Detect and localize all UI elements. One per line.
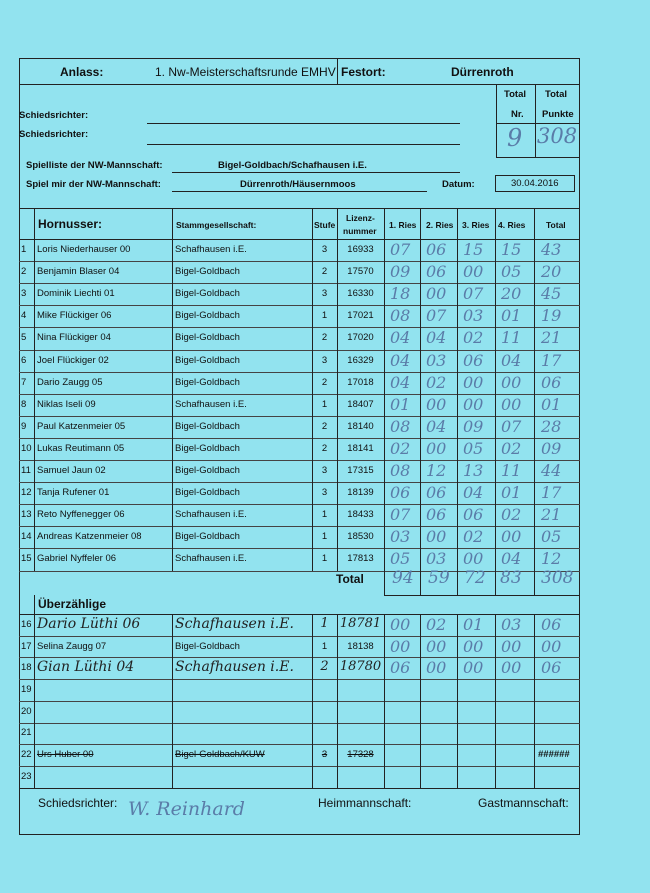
cell-ries-1: 05 xyxy=(390,549,411,569)
cell-ries-4: 00 xyxy=(501,636,522,656)
cell-lizenz: 18141 xyxy=(347,442,374,454)
cell-ries-3: 03 xyxy=(463,306,484,326)
cell-ries-2: 03 xyxy=(426,549,447,569)
cell-stamm: Schafhausen i.E. xyxy=(175,553,247,565)
cell-lizenz: 17570 xyxy=(347,266,374,278)
total-ries1: 94 xyxy=(392,568,414,588)
row-number: 11 xyxy=(21,465,31,477)
cell-ries-1: 08 xyxy=(390,461,411,481)
cell-ries-1: 04 xyxy=(390,372,411,392)
cell-ries-3: 00 xyxy=(463,372,484,392)
cell-total: 28 xyxy=(541,416,562,436)
cell-ries-2: 00 xyxy=(426,438,447,458)
cell-name: Lukas Reutimann 05 xyxy=(37,442,125,454)
cell-ries-4: 00 xyxy=(501,394,522,414)
cell-total: 01 xyxy=(541,394,562,414)
cell-stufe: 2 xyxy=(321,442,328,454)
cell-stamm: Bigel-Goldbach/KUW xyxy=(175,749,265,761)
cell-ries-1: 18 xyxy=(390,284,411,304)
cell-total: 43 xyxy=(541,240,562,260)
cell-lizenz: 18781 xyxy=(339,615,382,631)
cell-stamm: Bigel-Goldbach xyxy=(175,354,240,366)
cell-ries-4: 20 xyxy=(501,284,522,304)
cell-ries-4: 11 xyxy=(501,461,522,481)
cell-ries-3: 01 xyxy=(463,614,484,634)
row-number: 19 xyxy=(21,683,32,695)
cell-total: 06 xyxy=(541,658,562,678)
cell-ries-3: 04 xyxy=(463,483,484,503)
cell-ries-3: 09 xyxy=(463,416,484,436)
row-number: 5 xyxy=(21,332,27,344)
cell-stamm: Bigel-Goldbach xyxy=(175,442,240,454)
cell-total: 09 xyxy=(541,438,562,458)
col-sep xyxy=(457,208,458,571)
cell-name: Dominik Liechti 01 xyxy=(37,288,115,300)
cell-ries-3: 15 xyxy=(463,240,484,260)
schiedsrichter-line-2 xyxy=(147,144,460,145)
cell-stufe: 3 xyxy=(321,749,328,761)
cell-stufe: 2 xyxy=(320,659,329,675)
totals-bottom xyxy=(496,157,580,158)
row-number: 13 xyxy=(21,509,32,521)
cell-ries-2: 02 xyxy=(426,614,447,634)
col-header-ries2: 2. Ries xyxy=(426,220,454,230)
cell-total: 21 xyxy=(541,328,562,348)
cell-stufe: 3 xyxy=(321,465,328,477)
cell-ries-4: 11 xyxy=(501,328,522,348)
spielliste-line xyxy=(172,172,460,173)
row-number: 1 xyxy=(21,244,27,256)
cell-stufe: 1 xyxy=(320,615,329,631)
cell-lizenz: 16933 xyxy=(347,244,374,256)
row-number: 6 xyxy=(21,354,27,366)
total-ries3: 72 xyxy=(464,568,486,588)
row-number: 4 xyxy=(21,310,27,322)
cell-ries-4: 04 xyxy=(501,549,522,569)
festort-label: Festort: xyxy=(341,65,386,79)
cell-ries-2: 00 xyxy=(426,636,447,656)
cell-ries-4: 02 xyxy=(501,438,522,458)
cell-stamm: Schafhausen i.E. xyxy=(175,509,247,521)
extra-col-sep xyxy=(534,614,535,788)
cell-stamm: Schafhausen i.E. xyxy=(175,615,294,632)
cell-ries-3: 06 xyxy=(463,505,484,525)
cell-ries-4: 01 xyxy=(501,483,522,503)
extra-title: Überzählige xyxy=(38,597,107,611)
row-number: 23 xyxy=(21,770,32,782)
cell-name: Selina Zaugg 07 xyxy=(37,640,107,652)
col-header-ries1: 1. Ries xyxy=(389,220,417,230)
cell-name: Joel Flückiger 02 xyxy=(37,354,109,366)
schiedsrichter-label-1: Schiedsrichter: xyxy=(19,110,89,121)
row-number: 20 xyxy=(21,705,32,717)
cell-ries-3: 07 xyxy=(463,284,484,304)
cell-stamm: Bigel-Goldbach xyxy=(175,310,240,322)
cell-ries-4: 03 xyxy=(501,614,522,634)
cell-ries-2: 00 xyxy=(426,527,447,547)
cell-ries-1: 00 xyxy=(390,636,411,656)
cell-ries-2: 07 xyxy=(426,306,447,326)
row-number: 16 xyxy=(21,618,32,630)
cell-ries-3: 02 xyxy=(463,527,484,547)
col-sep xyxy=(384,208,385,571)
extra-bottom-line xyxy=(19,788,580,789)
cell-lizenz: 18433 xyxy=(347,509,374,521)
cell-lizenz: 18138 xyxy=(347,640,374,652)
cell-lizenz: 17018 xyxy=(347,376,374,388)
cell-ries-2: 02 xyxy=(426,372,447,392)
cell-stufe: 2 xyxy=(321,420,328,432)
cell-lizenz: 18139 xyxy=(347,487,374,499)
col-header-ries3: 3. Ries xyxy=(462,220,490,230)
row-number: 7 xyxy=(21,376,27,388)
cell-ries-4: 05 xyxy=(501,262,522,282)
cell-name: Andreas Katzenmeier 08 xyxy=(37,531,142,543)
festort-value: Dürrenroth xyxy=(451,65,514,79)
col-header-stamm: Stammgesellschaft: xyxy=(176,220,257,230)
col-sep xyxy=(420,208,421,571)
col-header-ries4: 4. Ries xyxy=(498,220,526,230)
cell-ries-3: 02 xyxy=(463,328,484,348)
cell-ries-1: 06 xyxy=(390,483,411,503)
total-ries2: 59 xyxy=(428,568,450,588)
totals-row-label: Total xyxy=(336,572,364,586)
row-number: 22 xyxy=(21,749,32,761)
cell-ries-2: 06 xyxy=(426,240,447,260)
cell-ries-4: 00 xyxy=(501,658,522,678)
cell-ries-3: 00 xyxy=(463,658,484,678)
extra-col-sep xyxy=(172,614,173,788)
cell-ries-1: 07 xyxy=(390,505,411,525)
cell-ries-1: 06 xyxy=(390,658,411,678)
cell-ries-2: 04 xyxy=(426,328,447,348)
cell-ries-1: 07 xyxy=(390,240,411,260)
cell-ries-4: 15 xyxy=(501,240,522,260)
cell-total: 45 xyxy=(541,284,562,304)
nr-col-sep xyxy=(34,595,35,614)
cell-ries-3: 00 xyxy=(463,262,484,282)
cell-lizenz: 17315 xyxy=(347,465,374,477)
spiel-mir-value: Dürrenroth/Häusernmoos xyxy=(240,179,356,190)
cell-total: 06 xyxy=(541,614,562,634)
footer-gast-label: Gastmannschaft: xyxy=(478,796,569,810)
row-number: 17 xyxy=(21,640,32,652)
spielliste-label: Spielliste der NW-Mannschaft: xyxy=(26,160,163,171)
extra-col-sep xyxy=(457,614,458,788)
cell-name: Loris Niederhauser 00 xyxy=(37,244,131,256)
cell-stamm: Bigel-Goldbach xyxy=(175,288,240,300)
spiel-mir-label: Spiel mir der NW-Mannschaft: xyxy=(26,179,161,190)
schiedsrichter-label-2: Schiedsrichter: xyxy=(19,129,89,140)
cell-lizenz: 17021 xyxy=(347,310,374,322)
cell-ries-3: 00 xyxy=(463,394,484,414)
cell-stufe: 1 xyxy=(321,310,328,322)
header-vsep xyxy=(337,58,338,84)
cell-ries-1: 01 xyxy=(390,394,411,414)
col-header-total: Total xyxy=(546,220,566,230)
row-number: 14 xyxy=(21,531,32,543)
cell-total: 00 xyxy=(541,636,562,656)
cell-ries-4: 04 xyxy=(501,350,522,370)
col-header-lizenz-2: nummer xyxy=(343,226,377,236)
total-nr-top: Total xyxy=(504,89,526,100)
totals-col-sep xyxy=(457,571,458,595)
col-header-stufe: Stufe xyxy=(314,220,336,230)
total-punkte-top: Total xyxy=(545,89,567,100)
cell-stamm: Schafhausen i.E. xyxy=(175,244,247,256)
col-sep xyxy=(172,208,173,571)
cell-ries-2: 04 xyxy=(426,416,447,436)
cell-ries-2: 00 xyxy=(426,394,447,414)
total-punkte-bottom: Punkte xyxy=(542,109,574,120)
cell-lizenz: 18407 xyxy=(347,398,374,410)
cell-stufe: 3 xyxy=(321,487,328,499)
total-nr-value: 9 xyxy=(507,124,523,152)
cell-stufe: 3 xyxy=(321,244,328,256)
cell-ries-2: 12 xyxy=(426,461,447,481)
cell-stufe: 1 xyxy=(321,640,328,652)
cell-lizenz: 16329 xyxy=(347,354,374,366)
cell-ries-2: 06 xyxy=(426,483,447,503)
datum-value: 30.04.2016 xyxy=(511,178,559,189)
anlass-value: 1. Nw-Meisterschaftsrunde EMHV xyxy=(155,65,336,79)
cell-name: Urs Huber 00 xyxy=(37,749,94,761)
cell-total: 17 xyxy=(541,350,562,370)
cell-stamm: Bigel-Goldbach xyxy=(175,531,240,543)
total-nr-bottom: Nr. xyxy=(511,109,524,120)
row-number: 9 xyxy=(21,420,27,432)
cell-total: 06 xyxy=(541,372,562,392)
cell-lizenz: 18780 xyxy=(339,659,382,675)
schiedsrichter-line-1 xyxy=(147,123,460,124)
cell-name: Dario Lüthi 06 xyxy=(37,615,141,632)
cell-ries-2: 06 xyxy=(426,262,447,282)
cell-ries-2: 06 xyxy=(426,505,447,525)
totals-left-border xyxy=(496,84,497,157)
cell-name: Benjamin Blaser 04 xyxy=(37,266,120,278)
cell-ries-1: 03 xyxy=(390,527,411,547)
datum-label: Datum: xyxy=(442,179,475,190)
cell-total: 17 xyxy=(541,483,562,503)
cell-ries-3: 05 xyxy=(463,438,484,458)
cell-total: 12 xyxy=(541,549,562,569)
cell-ries-1: 08 xyxy=(390,306,411,326)
row-number: 18 xyxy=(21,662,32,674)
col-sep xyxy=(534,208,535,571)
cell-ries-3: 00 xyxy=(463,636,484,656)
cell-total: ###### xyxy=(538,749,570,761)
cell-ries-2: 00 xyxy=(426,284,447,304)
cell-stamm: Bigel-Goldbach xyxy=(175,487,240,499)
spielliste-value: Bigel-Goldbach/Schafhausen i.E. xyxy=(218,160,367,171)
cell-lizenz: 17020 xyxy=(347,332,374,344)
col-sep xyxy=(34,208,35,571)
cell-stufe: 2 xyxy=(321,332,328,344)
cell-stamm: Bigel-Goldbach xyxy=(175,376,240,388)
cell-stufe: 3 xyxy=(321,288,328,300)
cell-ries-4: 00 xyxy=(501,372,522,392)
row-number: 10 xyxy=(21,442,32,454)
cell-ries-4: 00 xyxy=(501,527,522,547)
cell-stamm: Bigel-Goldbach xyxy=(175,465,240,477)
cell-ries-2: 00 xyxy=(426,658,447,678)
col-header-lizenz-1: Lizenz- xyxy=(346,213,375,223)
cell-lizenz: 16330 xyxy=(347,288,374,300)
row-number: 8 xyxy=(21,398,27,410)
cell-ries-1: 08 xyxy=(390,416,411,436)
cell-stamm: Bigel-Goldbach xyxy=(175,266,240,278)
cell-stufe: 1 xyxy=(321,531,328,543)
cell-stamm: Schafhausen i.E. xyxy=(175,398,247,410)
cell-total: 21 xyxy=(541,505,562,525)
cell-name: Nina Flückiger 04 xyxy=(37,332,111,344)
cell-total: 05 xyxy=(541,527,562,547)
totals-mid-border xyxy=(535,84,536,157)
cell-name: Gabriel Nyffeler 06 xyxy=(37,553,117,565)
footer-schiedsrichter-label: Schiedsrichter: xyxy=(38,796,118,810)
cell-name: Paul Katzenmeier 05 xyxy=(37,420,126,432)
cell-name: Samuel Jaun 02 xyxy=(37,465,106,477)
cell-stufe: 3 xyxy=(321,354,328,366)
cell-ries-2: 03 xyxy=(426,350,447,370)
cell-ries-1: 09 xyxy=(390,262,411,282)
cell-stufe: 1 xyxy=(321,553,328,565)
row-number: 2 xyxy=(21,266,27,278)
cell-ries-4: 02 xyxy=(501,505,522,525)
cell-total: 19 xyxy=(541,306,562,326)
cell-ries-3: 00 xyxy=(463,549,484,569)
cell-name: Dario Zaugg 05 xyxy=(37,376,103,388)
row-number: 3 xyxy=(21,288,27,300)
cell-ries-3: 06 xyxy=(463,350,484,370)
cell-ries-1: 04 xyxy=(390,328,411,348)
col-sep xyxy=(495,208,496,571)
total-punkte-value: 308 xyxy=(537,124,578,148)
footer-heim-label: Heimmannschaft: xyxy=(318,796,412,810)
cell-stufe: 2 xyxy=(321,266,328,278)
totals-col-sep xyxy=(495,571,496,595)
extra-col-sep xyxy=(384,614,385,788)
row-number: 12 xyxy=(21,487,32,499)
row-number: 21 xyxy=(21,727,32,739)
row-number: 15 xyxy=(21,553,32,565)
cell-stufe: 1 xyxy=(321,509,328,521)
cell-lizenz: 17328 xyxy=(347,749,374,761)
cell-name: Tanja Rufener 01 xyxy=(37,487,110,499)
total-ries4: 83 xyxy=(500,568,522,588)
spiel-mir-line xyxy=(172,191,427,192)
cell-total: 44 xyxy=(541,461,562,481)
cell-ries-1: 04 xyxy=(390,350,411,370)
cell-name: Gian Lüthi 04 xyxy=(37,659,135,676)
extra-col-sep xyxy=(420,614,421,788)
cell-ries-3: 13 xyxy=(463,461,484,481)
cell-name: Mike Flückiger 06 xyxy=(37,310,112,322)
total-grand: 308 xyxy=(541,568,574,588)
extra-col-sep xyxy=(34,614,35,788)
cell-lizenz: 18530 xyxy=(347,531,374,543)
totals-col-sep xyxy=(534,571,535,595)
cell-stufe: 2 xyxy=(321,376,328,388)
cell-lizenz: 18140 xyxy=(347,420,374,432)
cell-stamm: Bigel-Goldbach xyxy=(175,420,240,432)
anlass-label: Anlass: xyxy=(60,65,104,79)
totals-col-sep xyxy=(384,571,385,595)
cell-ries-4: 07 xyxy=(501,416,522,436)
cell-ries-1: 00 xyxy=(390,614,411,634)
cell-stamm: Bigel-Goldbach xyxy=(175,332,240,344)
cell-total: 20 xyxy=(541,262,562,282)
extra-col-sep xyxy=(495,614,496,788)
totals-col-sep xyxy=(420,571,421,595)
cell-name: Niklas Iseli 09 xyxy=(37,398,96,410)
col-header-hornusser: Hornusser: xyxy=(38,217,103,231)
cell-ries-4: 01 xyxy=(501,306,522,326)
cell-stamm: Schafhausen i.E. xyxy=(175,659,294,676)
cell-lizenz: 17813 xyxy=(347,553,374,565)
cell-name: Reto Nyffenegger 06 xyxy=(37,509,125,521)
cell-stufe: 1 xyxy=(321,398,328,410)
footer-schiedsrichter-signature: W. Reinhard xyxy=(128,798,245,820)
totals-row-bottom xyxy=(384,595,580,596)
cell-stamm: Bigel-Goldbach xyxy=(175,640,240,652)
cell-ries-1: 02 xyxy=(390,438,411,458)
